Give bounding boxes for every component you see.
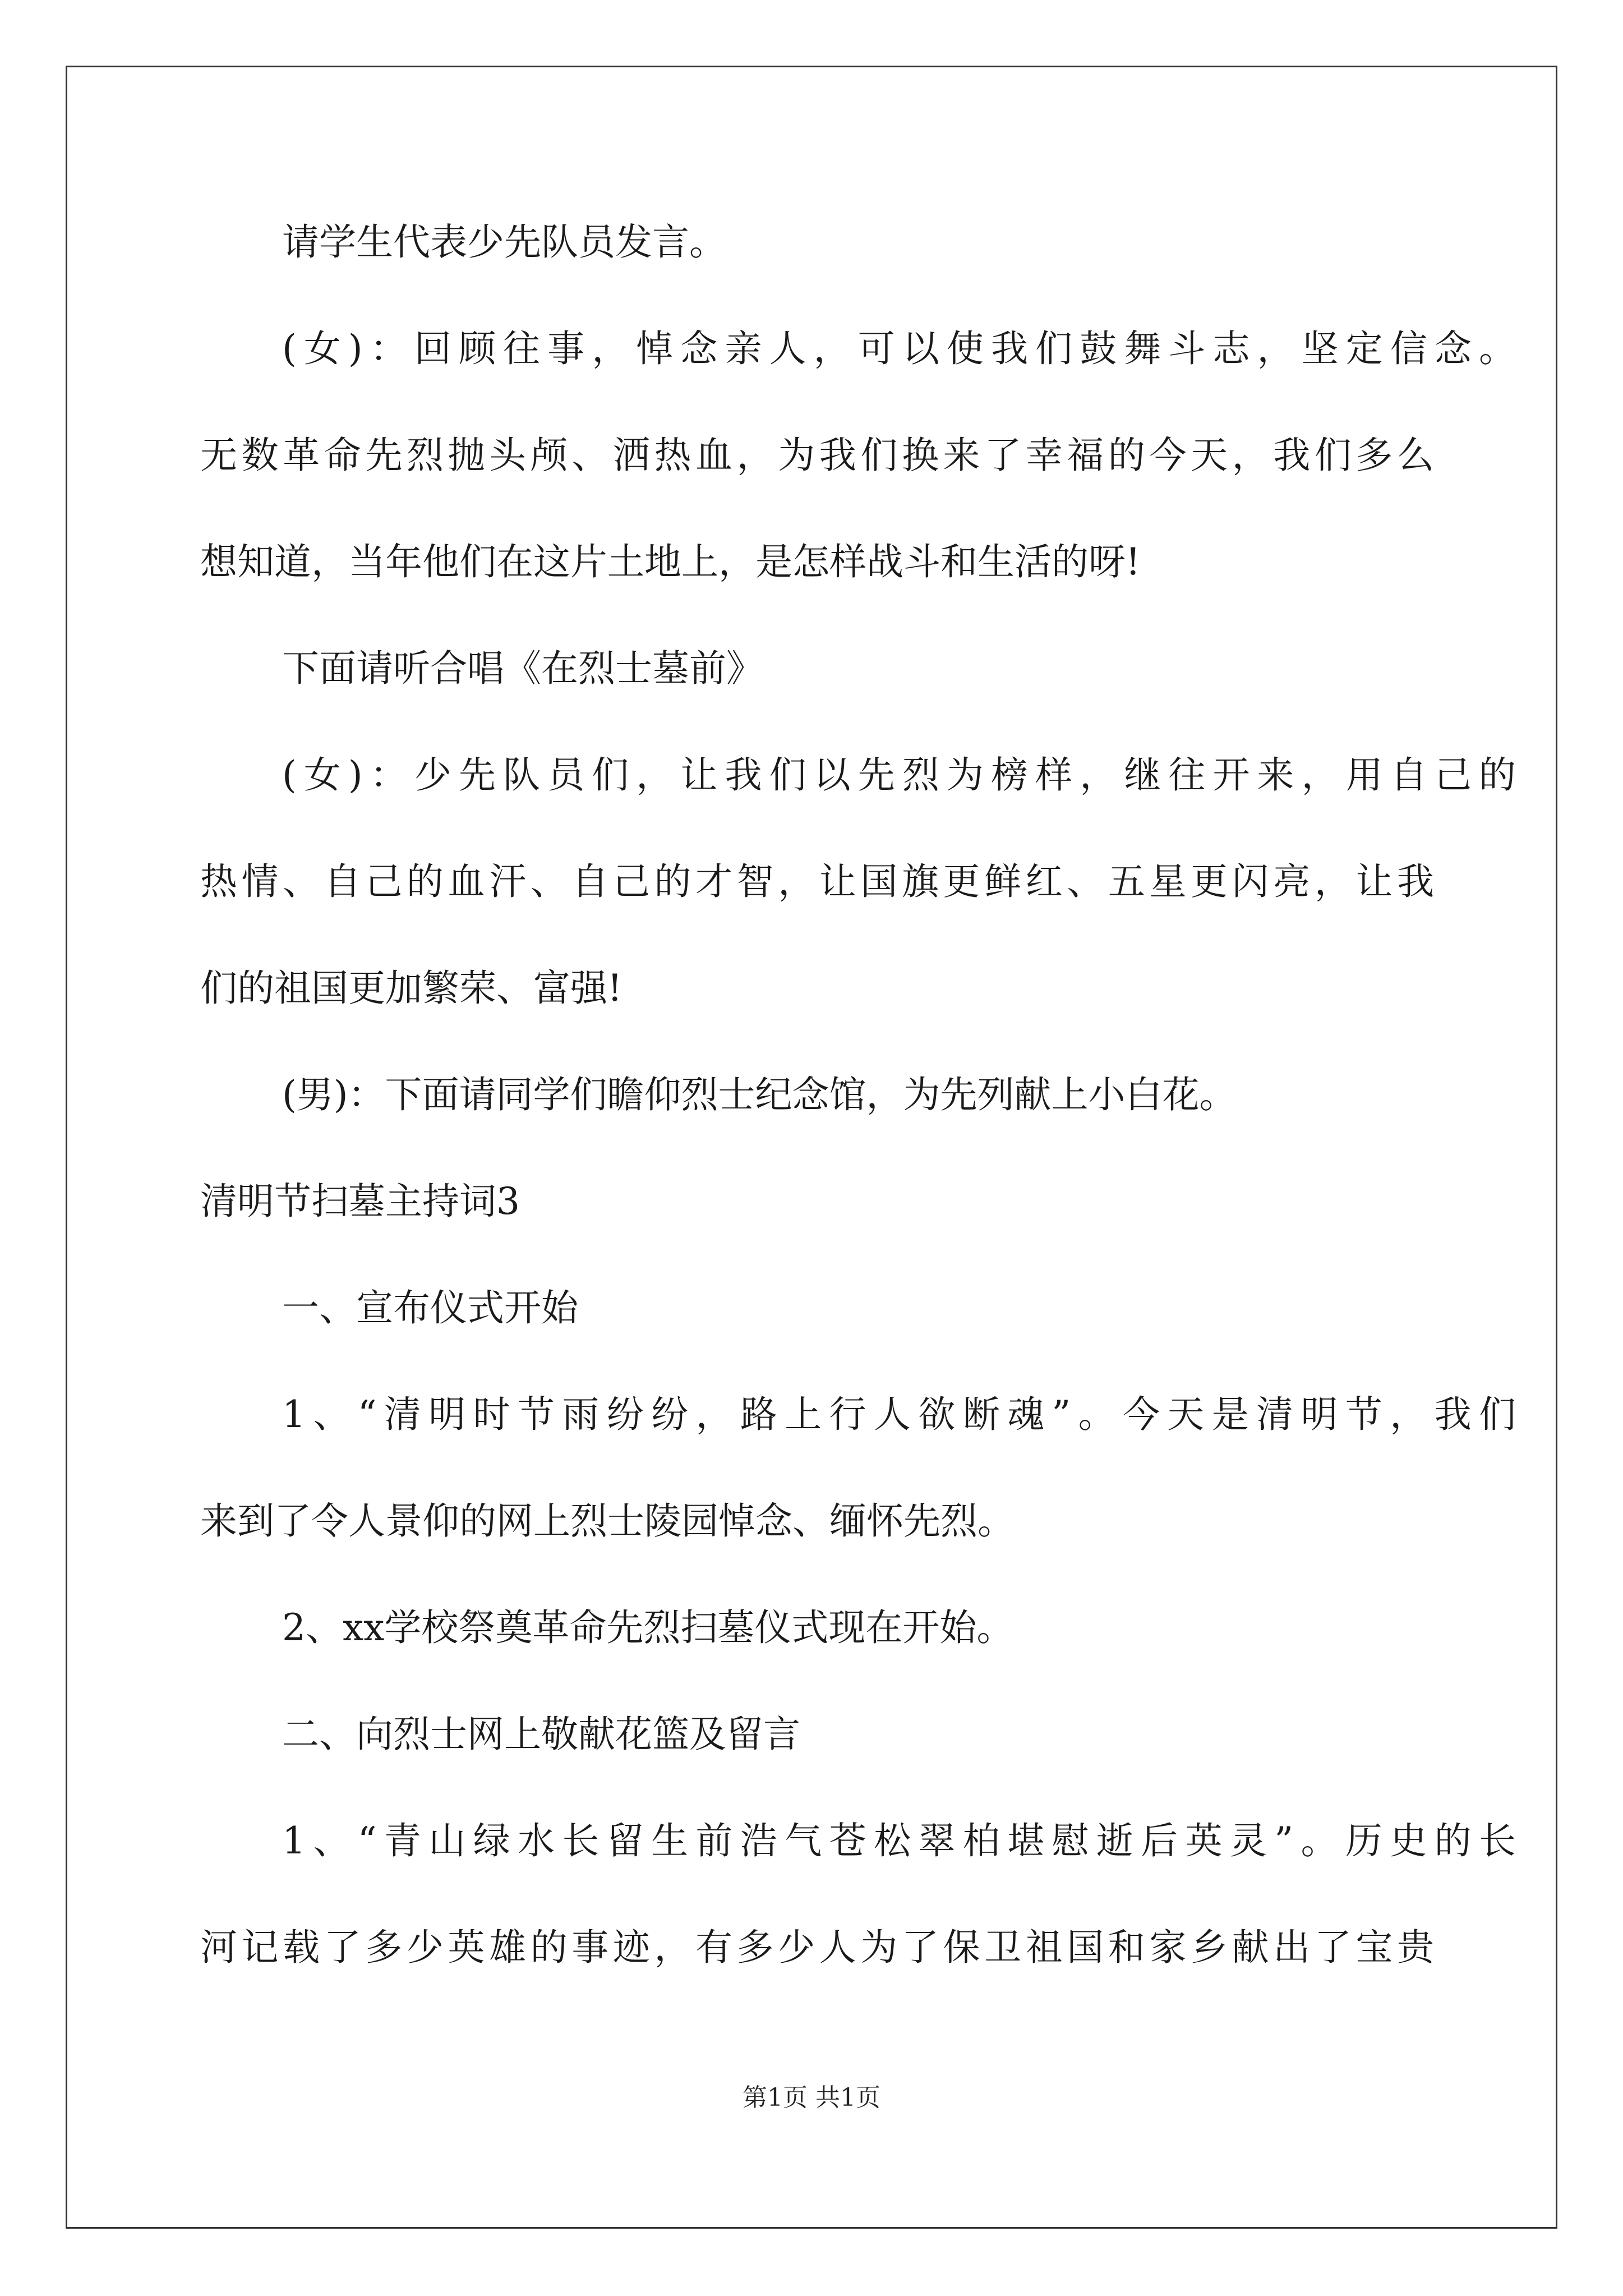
paragraph-line: 河记载了多少英雄的事迹，有多少人为了保卫祖国和家乡献出了宝贵 [200, 1926, 1434, 1969]
paragraph-line: 请学生代表少先队员发言。 [282, 220, 726, 264]
paragraph-line: 1、“清明时节雨纷纷，路上行人欲断魂”。今天是清明节，我们 [282, 1393, 1516, 1436]
page-border [66, 66, 1557, 2229]
section-heading: 清明节扫墓主持词3 [200, 1180, 520, 1223]
paragraph-line: (男)：下面请同学们瞻仰烈士纪念馆，为先列献上小白花。 [282, 1073, 1237, 1116]
paragraph-line: 二、向烈士网上敬献花篮及留言 [282, 1713, 800, 1756]
paragraph-line: 1、“青山绿水长留生前浩气苍松翠柏堪慰逝后英灵”。历史的长 [282, 1819, 1516, 1862]
paragraph-line: 想知道，当年他们在这片土地上，是怎样战斗和生活的呀! [200, 540, 1141, 583]
paragraph-line: 2、xx学校祭奠革命先烈扫墓仪式现在开始。 [282, 1606, 1014, 1649]
paragraph-line: (女)：少先队员们，让我们以先烈为榜样，继往开来，用自己的 [282, 753, 1516, 797]
paragraph-line: (女)：回顾往事，悼念亲人，可以使我们鼓舞斗志，坚定信念。 [282, 327, 1516, 370]
paragraph-line: 们的祖国更加繁荣、富强! [200, 967, 623, 1010]
paragraph-line: 热情、自己的血汗、自己的才智，让国旗更鲜红、五星更闪亮，让我 [200, 860, 1434, 903]
paragraph-line: 一、宣布仪式开始 [282, 1286, 578, 1329]
paragraph-line: 无数革命先烈抛头颅、洒热血，为我们换来了幸福的今天，我们多么 [200, 434, 1434, 477]
paragraph-line: 下面请听合唱《在烈士墓前》 [282, 647, 763, 690]
page-number-footer: 第1页 共1页 [743, 2083, 880, 2112]
paragraph-line: 来到了令人景仰的网上烈士陵园悼念、缅怀先烈。 [200, 1499, 1015, 1543]
